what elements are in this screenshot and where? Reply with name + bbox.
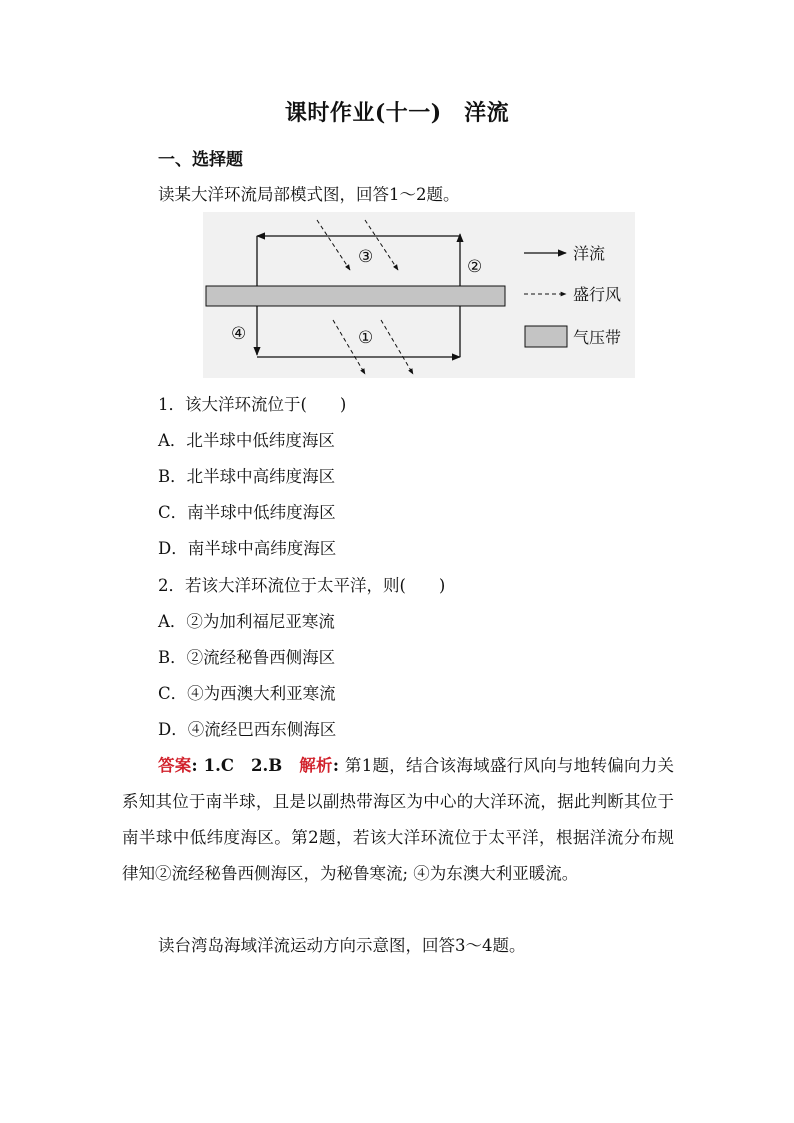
analysis-colon: : bbox=[332, 756, 345, 775]
question-2-option-b: B．②流经秘鲁西侧海区 bbox=[158, 648, 336, 667]
ocean-circulation-figure bbox=[203, 212, 635, 378]
label-current-2: ② bbox=[467, 257, 483, 277]
legend-pressure-icon bbox=[525, 326, 567, 347]
page-title: 课时作业(十一) 洋流 bbox=[284, 100, 510, 126]
answer-label: 答案 bbox=[158, 756, 192, 775]
question-1-option-a: A．北半球中低纬度海区 bbox=[158, 431, 335, 450]
question-1-stem: 1．该大洋环流位于( ) bbox=[158, 395, 347, 414]
section-heading: 一、选择题 bbox=[158, 150, 243, 170]
question-2-option-c: C．④为西澳大利亚寒流 bbox=[158, 684, 336, 703]
intro-text: 读某大洋环流局部模式图，回答1～2题。 bbox=[158, 185, 460, 204]
label-current-3: ③ bbox=[358, 247, 374, 267]
answer-colon: : bbox=[191, 756, 204, 775]
pressure-belt bbox=[206, 286, 505, 306]
question-1-option-d: D．南半球中高纬度海区 bbox=[158, 539, 337, 558]
question-2-option-a: A．②为加利福尼亚寒流 bbox=[158, 612, 335, 631]
legend-wind-label: 盛行风 bbox=[573, 285, 622, 304]
label-current-4: ④ bbox=[231, 324, 247, 344]
answer-values: 1.C 2.B bbox=[203, 756, 300, 775]
analysis-label: 解析 bbox=[299, 756, 333, 775]
question-1-option-b: B．北半球中高纬度海区 bbox=[158, 467, 336, 486]
question-2-stem: 2．若该大洋环流位于太平洋，则( ) bbox=[158, 576, 446, 595]
question-2-option-d: D．④流经巴西东侧海区 bbox=[158, 720, 337, 739]
question-1-option-c: C．南半球中低纬度海区 bbox=[158, 503, 336, 522]
legend-pressure-label: 气压带 bbox=[573, 328, 622, 347]
answer-block bbox=[122, 748, 674, 892]
legend-current-label: 洋流 bbox=[573, 244, 606, 263]
intro-text-2: 读台湾岛海域洋流运动方向示意图，回答3～4题。 bbox=[158, 936, 526, 955]
label-current-1: ① bbox=[358, 328, 374, 348]
analysis-text: 第1题，结合该海域盛行风向与地转偏向力关系知其位于南半球，且是以副热带海区为中心的大洋环流，据此判断其位于南半球中低纬度海区。第2题，若该大洋环流位于太平洋，根据洋流分布规律知②流经秘鲁西侧海区，为秘鲁寒流; ④为东澳大利亚暖流。 bbox=[122, 756, 675, 883]
